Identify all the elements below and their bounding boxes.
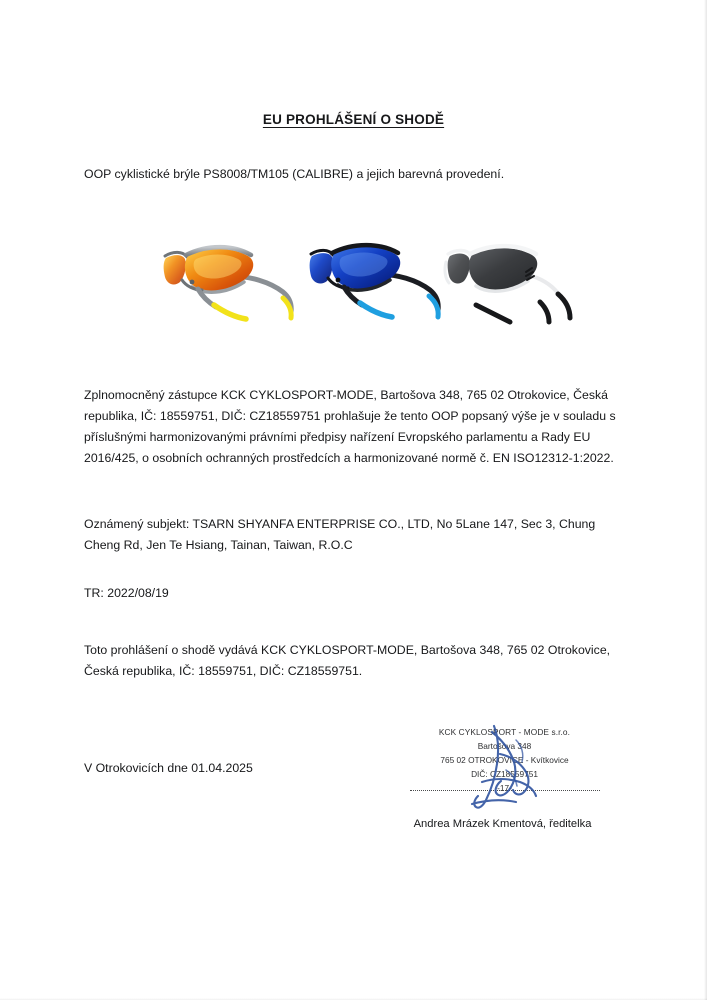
- paragraph-authorized-representative: Zplnomocněný zástupce KCK CYKLOSPORT-MODE, Bartošova 348, 765 02 Otrokovice, Česká republika, IČ: 18559751, DIČ: CZ18559751 prohlašuje že tento OOP popsaný výše je v souladu s příslušnými harmonizovanými právními předpisy nařízení Evropského parlamentu a Rady EU 2016/425, o osobních ochranných prostředcích a harmonizované normě č. EN ISO12312-1:2022.: [84, 388, 616, 466]
- place-and-date: V Otrokovicích dne 01.04.2025: [84, 761, 253, 775]
- product-image-cycling-sunglasses-orange: [152, 232, 302, 332]
- stamp-line-vat: DIČ: CZ18559751: [471, 768, 538, 779]
- product-image-band: [84, 228, 624, 333]
- signatory-name: Andrea Mrázek Kmentová, ředitelka: [413, 818, 592, 830]
- stamp-line-company: KCK CYKLOSPORT - MODE s.r.o.: [438, 727, 571, 737]
- paragraph-issued-by: Toto prohlášení o shodě vydává KCK CYKLOSPORT-MODE, Bartošova 348, 765 02 Otrokovice, Česká republika, IČ: 18559751, DIČ: CZ18559751.: [84, 643, 611, 679]
- paragraph-tr-date: TR: 2022/08/19: [84, 586, 169, 600]
- signature-dotted-line: [410, 790, 600, 791]
- product-image-cycling-sunglasses-black: [436, 232, 586, 332]
- product-subtitle: OOP cyklistické brýle PS8008/TM105 (CALIBRE) a jejich barevná provedení.: [84, 167, 505, 181]
- company-stamp: [392, 726, 617, 806]
- paragraph-notified-body: Oznámený subjekt: TSARN SHYANFA ENTERPRISE CO., LTD, No 5Lane 147, Sec 3, Chung Cheng Rd, Jen Te Hsiang, Tainan, Taiwan, R.O.C: [84, 517, 596, 553]
- stamp-line-city: 765 02 OTROKOVICE - Kvítkovice: [440, 754, 569, 765]
- stamp-line-number: -17-: [497, 782, 512, 793]
- stamp-text-block: [392, 726, 617, 796]
- stamp-line-street: Bartošova 348: [477, 740, 532, 751]
- product-image-cycling-sunglasses-blue: [299, 232, 449, 332]
- page-title: EU PROHLÁŠENÍ O SHODĚ: [262, 112, 445, 127]
